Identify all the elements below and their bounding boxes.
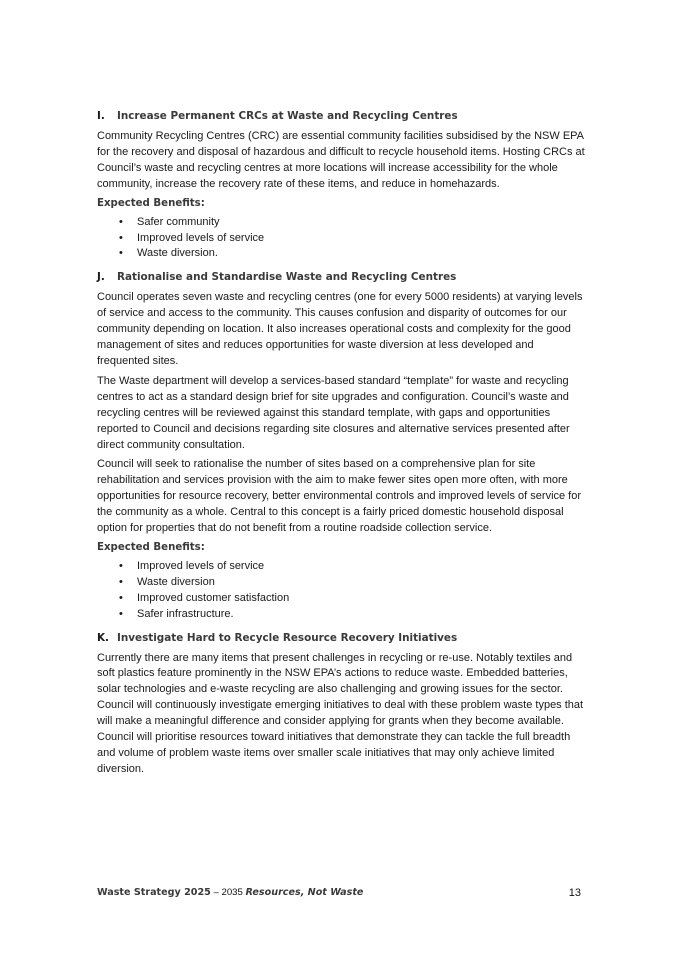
- paragraph: Community Recycling Centres (CRC) are essential community facilities subsidised by the NSW EPA for the recovery and disposal of hazardous and difficult to recycle household items. Hosting CRCs at Council’s waste and recycling centres at more locations will increase accessibility for the whole community, increase the recovery rate of these items, and reduce in homehazards.: [97, 130, 585, 190]
- section-letter: J.: [97, 271, 105, 284]
- bullet-icon: •: [119, 215, 123, 228]
- list-item: • Waste diversion.: [97, 246, 585, 262]
- list-item: • Improved customer satisfaction: [97, 591, 585, 607]
- bullet-icon: •: [119, 591, 123, 604]
- section-letter: K.: [97, 631, 109, 644]
- footer-subtitle: Resources, Not Waste: [245, 887, 364, 898]
- paragraph: The Waste department will develop a services-based standard “template” for waste and recycling centres to act as a standard design brief for site upgrades and configuration. Council’s waste and recycling centres will be reviewed against this standard template, with gaps and opportunities reported to Council and decisions regarding site closures and alternative services presented after direct community consultation.: [97, 374, 570, 451]
- list-item: • Safer infrastructure.: [97, 607, 585, 623]
- section-heading: [97, 270, 585, 284]
- section-heading: [97, 109, 585, 123]
- benefits-list: [97, 559, 585, 623]
- expected-benefits-heading: Expected Benefits:: [97, 541, 205, 553]
- section-heading: [97, 631, 585, 645]
- section-title: Rationalise and Standardise Waste and Recycling Centres: [117, 271, 457, 284]
- list-item: • Improved levels of service: [97, 231, 585, 247]
- section-title: Investigate Hard to Recycle Resource Recovery Initiatives: [117, 631, 458, 644]
- list-item: • Waste diversion: [97, 575, 585, 591]
- page-footer: [97, 887, 581, 898]
- bullet-icon: •: [119, 231, 123, 244]
- bullet-icon: •: [119, 559, 123, 572]
- expected-benefits-heading: Expected Benefits:: [97, 197, 205, 209]
- footer-doc-title: Waste Strategy 2025: [97, 887, 211, 898]
- benefits-list: [97, 215, 585, 263]
- paragraph: Council will seek to rationalise the number of sites based on a comprehensive plan for site rehabilitation and services provision with the aim to make fewer sites open more often, with more opportunities for resource recovery, better environmental controls and improved levels of service for the community as a whole. Central to this concept is a fairly priced domestic household disposal option for properties that do not benefit from a routine roadside collection service.: [97, 458, 582, 535]
- section-title: Increase Permanent CRCs at Waste and Recycling Centres: [117, 110, 458, 122]
- section-j: [97, 270, 585, 622]
- section-i: [97, 109, 585, 262]
- footer-year-range: – 2035: [210, 887, 246, 898]
- list-item: • Safer community: [97, 215, 585, 231]
- section-k: [97, 631, 585, 778]
- document-page: [97, 109, 585, 782]
- section-letter: I.: [97, 110, 105, 122]
- list-item: • Improved levels of service: [97, 559, 585, 575]
- paragraph: Council operates seven waste and recycling centres (one for every 5000 residents) at varying levels of service and access to the community. This causes confusion and disparity of outcomes for our community depending on location. It also increases operational costs and complexity for the good management of sites and reduces opportunities for waste diversion at less developed and frequented sites.: [97, 291, 583, 367]
- bullet-icon: •: [119, 575, 123, 588]
- page-number: 13: [568, 887, 581, 899]
- bullet-icon: •: [119, 247, 123, 260]
- paragraph: Currently there are many items that present challenges in recycling or re-use. Notably textiles and soft plastics feature prominently in the NSW EPA’s actions to reduce waste. Embedded batteries, solar technologies and e-waste recycling are also challenging and growing issues for the sector. Council will continuously investigate emerging initiatives to deal with these problem waste types that will make a meaningful difference and consider applying for grants when they become available. Council will prioritise resources toward initiatives that demonstrate they can tackle the full breadth and volume of problem waste items over smaller scale initiatives that may only achieve limited diversion.: [97, 651, 584, 775]
- bullet-icon: •: [119, 607, 123, 620]
